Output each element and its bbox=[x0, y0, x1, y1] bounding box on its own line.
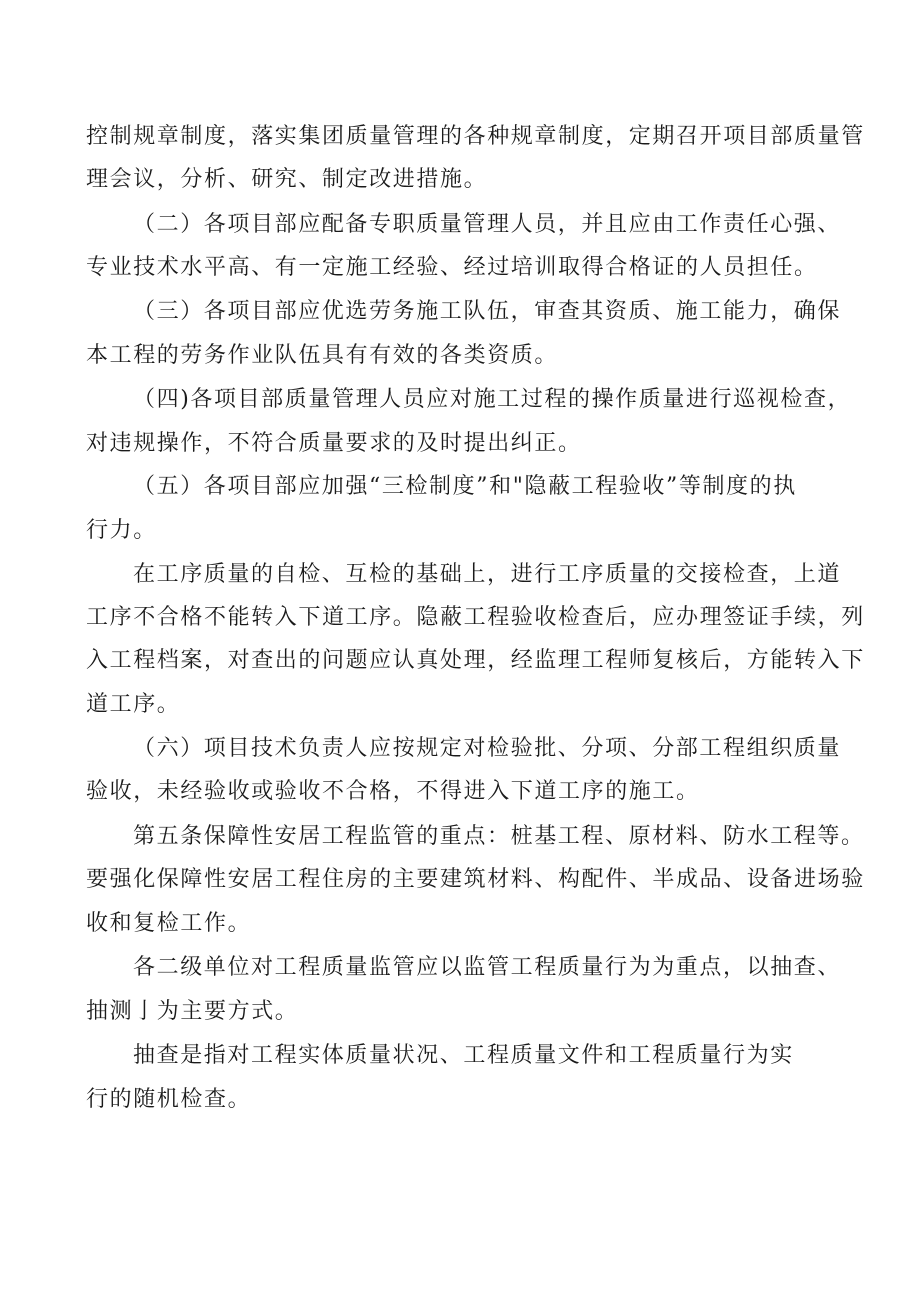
text-line: 行力。 bbox=[86, 518, 157, 543]
text-line: （三）各项目部应优选劳务施工队伍，审查其资质、施工能力，确保 bbox=[133, 299, 842, 324]
text-line: 各二级单位对工程质量监管应以监管工程质量行为为重点，以抽查、 bbox=[133, 955, 842, 980]
text-line: 在工序质量的自检、互检的基础上，进行工序质量的交接检查，上道 bbox=[133, 562, 842, 587]
text-line: 第五条保障性安居工程监管的重点：桩基工程、原材料、防水工程等。 bbox=[133, 824, 865, 849]
text-line: （六）项目技术负责人应按规定对检验批、分项、分部工程组织质量 bbox=[133, 736, 842, 761]
text-line: 对违规操作，不符合质量要求的及时提出纠正。 bbox=[86, 431, 582, 456]
text-line: 行的随机检查。 bbox=[86, 1087, 252, 1112]
text-line: 工序不合格不能转入下道工序。隐蔽工程验收检查后，应办理签证手续，列 bbox=[86, 605, 865, 630]
text-line: 入工程档案，对查出的问题应认真处理，经监理工程师复核后，方能转入下 bbox=[86, 648, 865, 673]
text-line: 收和复检工作。 bbox=[86, 911, 252, 936]
text-line: 控制规章制度，落实集团质量管理的各种规章制度，定期召开项目部质量管 bbox=[86, 124, 865, 149]
text-line: （五）各项目部应加强“三检制度”和"隐蔽工程验收”等制度的执 bbox=[133, 474, 797, 499]
text-line: （四)各项目部质量管理人员应对施工过程的操作质量进行巡视检查， bbox=[133, 387, 852, 412]
text-line: 专业技术水平高、有一定施工经验、经过培训取得合格证的人员担任。 bbox=[86, 255, 818, 280]
text-line: 道工序。 bbox=[86, 692, 181, 717]
text-line: （二）各项目部应配备专职质量管理人员，并且应由工作责任心强、 bbox=[133, 212, 842, 237]
text-line: 验收，未经验收或验收不合格，不得进入下道工序的施工。 bbox=[86, 779, 700, 804]
text-line: 要强化保障性安居工程住房的主要建筑材料、构配件、半成品、设备进场验 bbox=[86, 867, 865, 892]
text-line: 本工程的劳务作业队伍具有有效的各类资质。 bbox=[86, 343, 559, 368]
text-line: 理会议，分析、研究、制定改进措施。 bbox=[86, 167, 488, 192]
text-line: 抽查是指对工程实体质量状况、工程质量文件和工程质量行为实 bbox=[133, 1043, 794, 1068]
text-line: 抽测亅为主要方式。 bbox=[86, 999, 299, 1024]
